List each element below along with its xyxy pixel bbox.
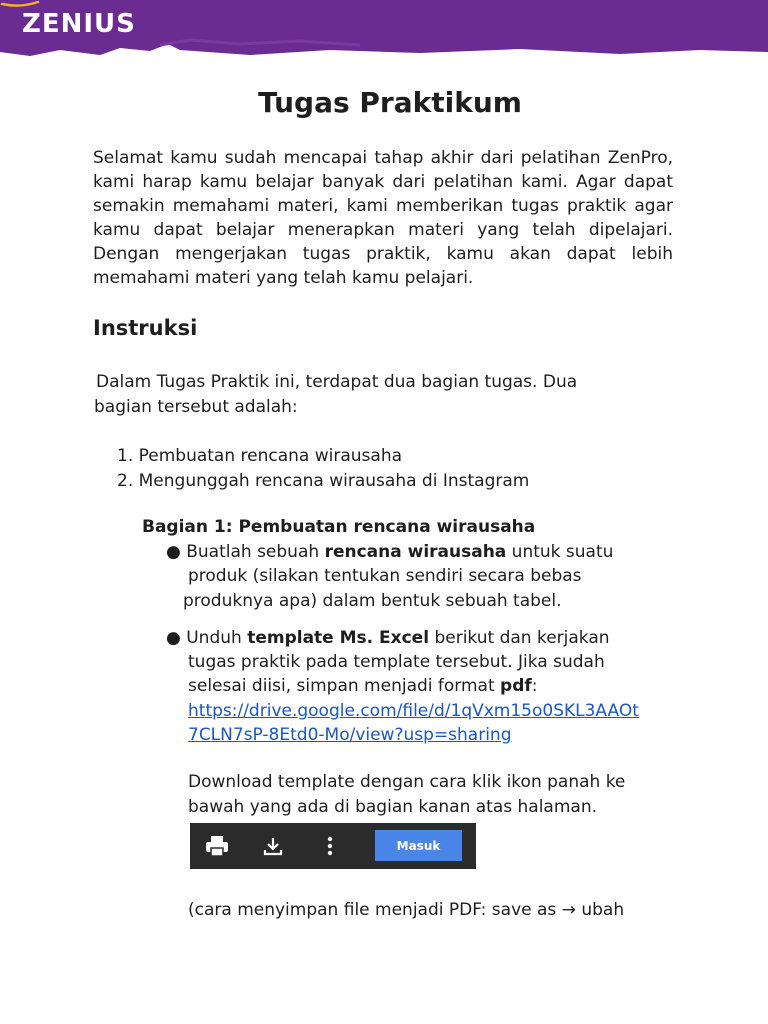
pdf-text: pdf [500, 676, 532, 696]
bagian1-heading: Bagian 1: Pembuatan rencana wirausaha [142, 517, 536, 537]
save-note: (cara menyimpan file menjadi PDF: save as → ubah [188, 900, 625, 920]
template-link-line-1[interactable]: https://drive.google.com/file/d/1qVxm15o0SKL3AAOt [188, 701, 639, 721]
masuk-button[interactable]: Masuk [375, 830, 462, 861]
logo-swoosh-icon [0, 0, 40, 8]
colon-text: : [531, 676, 538, 696]
intro-paragraph: Selamat kamu sudah mencapai tahap akhir dari pelatihan ZenPro, kami harap kamu belajar banyak dari pelatihan kami. Agar dapat semakin memahami materi, kami memberikan tugas praktik agar kamu dapat belajar menerapkan materi yang telah dipelajari. Dengan mengerjakan tugas praktik, kamu akan dapat lebih memahami materi yang telah kamu pelajari. [93, 148, 673, 288]
page-title: Tugas Praktikum [258, 86, 522, 119]
bullet-1-line-2: produk (silakan tentukan sendiri secara bebas [188, 566, 582, 586]
instruksi-lead-line-1: Dalam Tugas Praktik ini, terdapat dua bagian tugas. Dua [96, 372, 578, 392]
bullet-2-text-post: berikut dan kerjakan [429, 628, 610, 648]
download-icon[interactable] [260, 823, 286, 869]
zenius-logo[interactable]: ZENIUS [22, 9, 136, 39]
bullet-2-line-1 [166, 626, 610, 651]
bullet-1-text-post: untuk suatu [506, 542, 614, 562]
bullet-2-line-3 [188, 674, 538, 699]
more-vert-icon[interactable] [320, 823, 340, 869]
instruksi-heading: Instruksi [93, 316, 198, 340]
bullet-2-line-2: tugas praktik pada template tersebut. Jika sudah [188, 652, 605, 672]
list-item: 1. Pembuatan rencana wirausaha [117, 446, 403, 466]
bullet-1-line-3: produknya apa) dalam bentuk sebuah tabel. [183, 591, 562, 611]
bullet-1-text-pre: ● Buatlah sebuah [166, 542, 325, 562]
template-link-line-2[interactable]: 7CLN7sP-8Etd0-Mo/view?usp=sharing [188, 725, 512, 745]
download-instruction-line-2: bawah yang ada di bagian kanan atas halaman. [188, 797, 598, 817]
download-instruction-line-1: Download template dengan cara klik ikon panah ke [188, 772, 626, 792]
drive-toolbar-image [190, 823, 476, 869]
bullet-1-line-1 [166, 540, 613, 565]
list-item: 2. Mengunggah rencana wirausaha di Instagram [117, 471, 530, 491]
instruksi-lead-line-2: bagian tersebut adalah: [94, 397, 298, 417]
print-icon[interactable] [202, 823, 232, 869]
bullet-1-text-bold: rencana wirausaha [324, 542, 507, 562]
bullet-2-text-pre: ● Unduh [166, 628, 248, 648]
bullet-2-line-3-pre: selesai diisi, simpan menjadi format [188, 676, 501, 696]
header-banner [0, 0, 768, 62]
bullet-2-text-bold: template Ms. Excel [247, 628, 430, 648]
